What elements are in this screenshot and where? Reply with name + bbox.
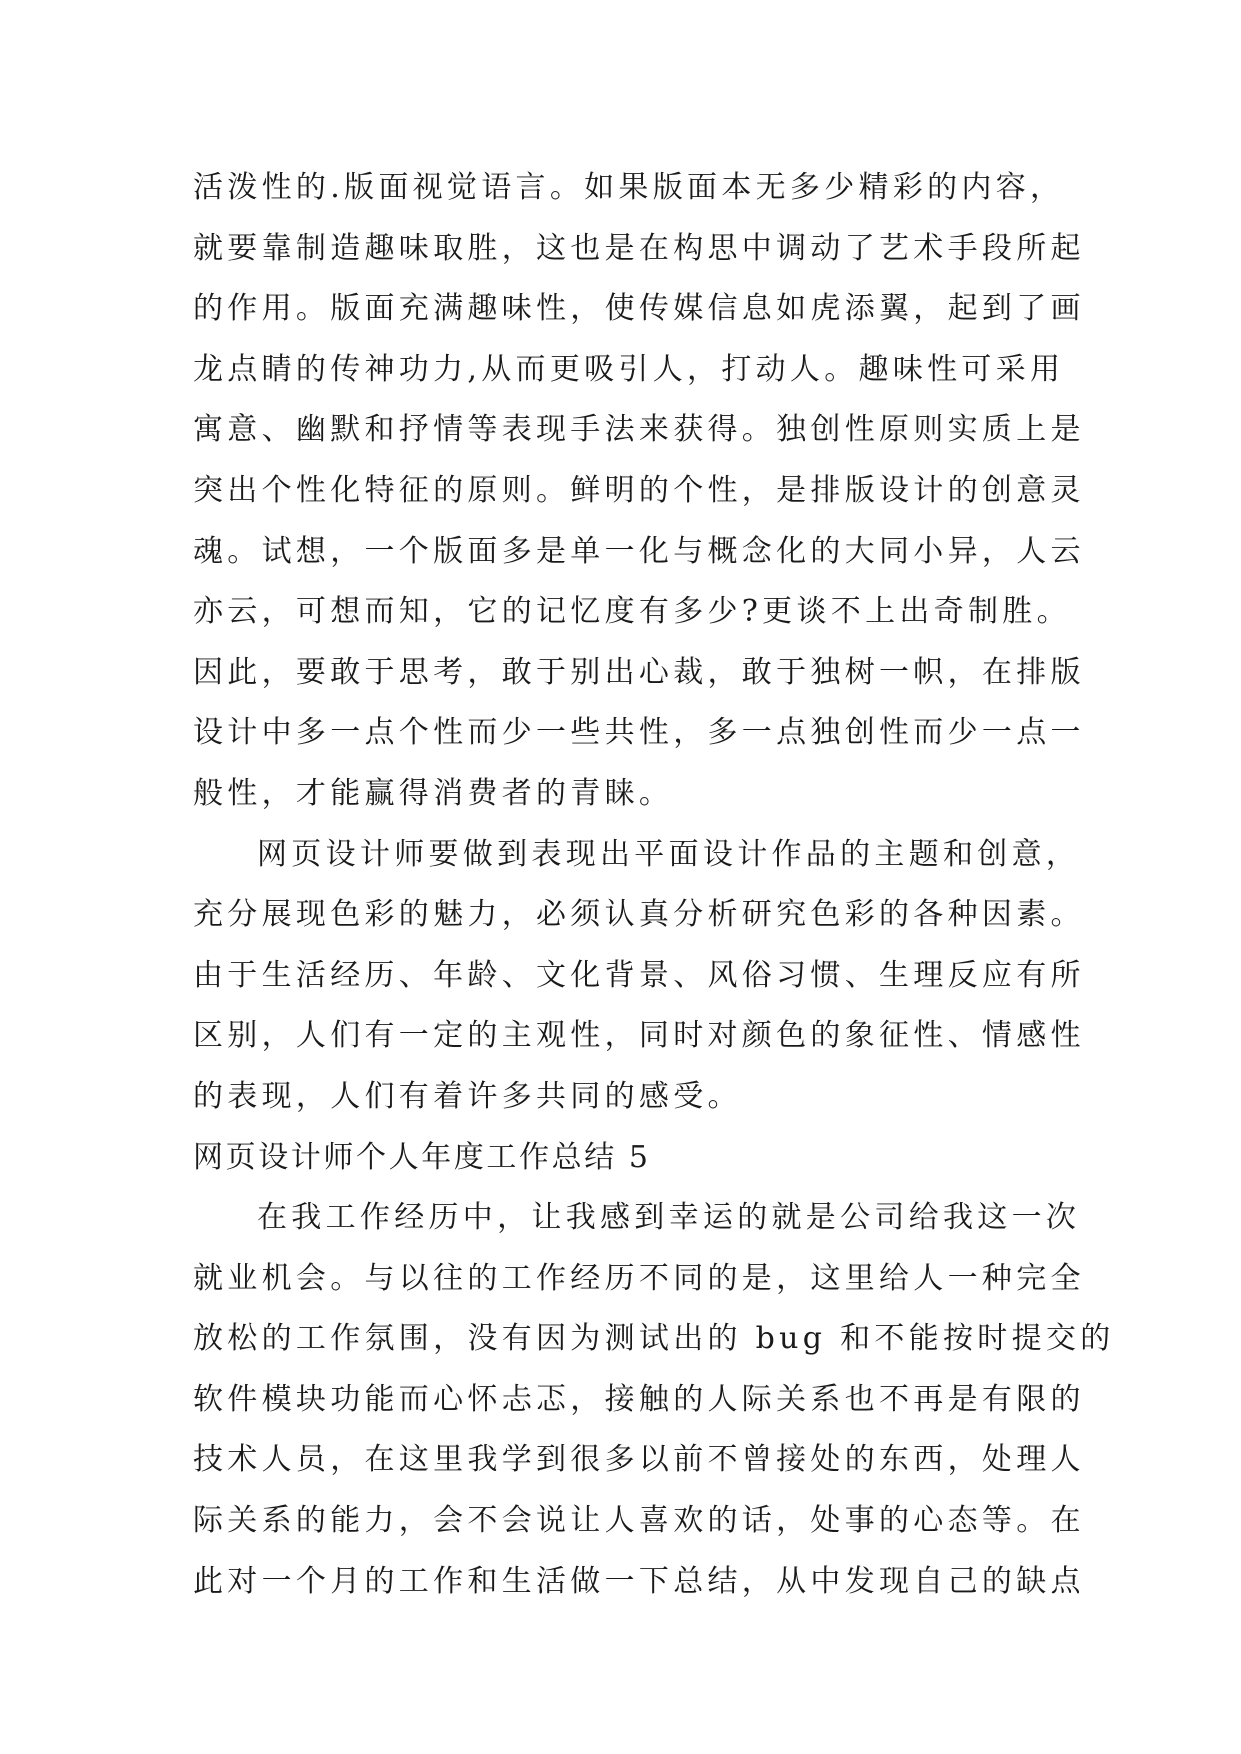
text-line: 寓意、幽默和抒情等表现手法来获得。独创性原则实质上是	[193, 412, 1085, 448]
text-line: 区别，人们有一定的主观性，同时对颜色的象征性、情感性	[193, 1018, 1085, 1054]
text-line: 亦云，可想而知，它的记忆度有多少?更谈不上出奇制胜。	[193, 594, 1071, 630]
text-line: 般性，才能赢得消费者的青睐。	[193, 775, 674, 811]
text-line: 突出个性化特征的原则。鲜明的个性，是排版设计的创意灵	[193, 472, 1085, 508]
text-line: 就要靠制造趣味取胜，这也是在构思中调动了艺术手段所起	[193, 230, 1085, 266]
text-line: 魂。试想，一个版面多是单一化与概念化的大同小异，人云	[193, 533, 1085, 569]
paragraph-2	[193, 825, 1085, 1128]
text-line: 由于生活经历、年龄、文化背景、风俗习惯、生理反应有所	[193, 957, 1085, 993]
text-line: 此对一个月的工作和生活做一下总结，从中发现自己的缺点	[193, 1563, 1085, 1599]
text-line: 设计中多一点个性而少一些共性，多一点独创性而少一点一	[193, 715, 1085, 751]
text-line: 放松的工作氛围，没有因为测试出的 bug 和不能按时提交的	[193, 1321, 1115, 1357]
text-line: 活泼性的.版面视觉语言。如果版面本无多少精彩的内容，	[193, 170, 1065, 205]
text-line: 因此，要敢于思考，敢于别出心裁，敢于独树一帜，在排版	[193, 654, 1085, 690]
paragraph-3	[193, 1188, 1115, 1612]
text-line: 际关系的能力，会不会说让人喜欢的话，处事的心态等。在	[193, 1503, 1085, 1539]
text-line: 网页设计师要做到表现出平面设计作品的主题和创意，	[257, 836, 1081, 872]
text-line: 在我工作经历中，让我感到幸运的就是公司给我这一次	[257, 1200, 1081, 1236]
text-line: 充分展现色彩的魅力，必须认真分析研究色彩的各种因素。	[193, 897, 1085, 933]
text-line: 龙点睛的传神功力,从而更吸引人，打动人。趣味性可采用	[193, 351, 1065, 387]
text-line: 技术人员，在这里我学到很多以前不曾接处的东西，处理人	[193, 1442, 1085, 1478]
document-body	[193, 158, 1115, 1612]
text-line: 的表现，人们有着许多共同的感受。	[193, 1078, 742, 1114]
text-line: 就业机会。与以往的工作经历不同的是，这里给人一种完全	[193, 1260, 1085, 1296]
paragraph-1	[193, 158, 1085, 825]
text-line: 软件模块功能而心怀忐忑，接触的人际关系也不再是有限的	[193, 1381, 1085, 1417]
text-line: 的作用。版面充满趣味性，使传媒信息如虎添翼，起到了画	[193, 291, 1085, 327]
section-heading: 网页设计师个人年度工作总结 5	[193, 1139, 651, 1175]
